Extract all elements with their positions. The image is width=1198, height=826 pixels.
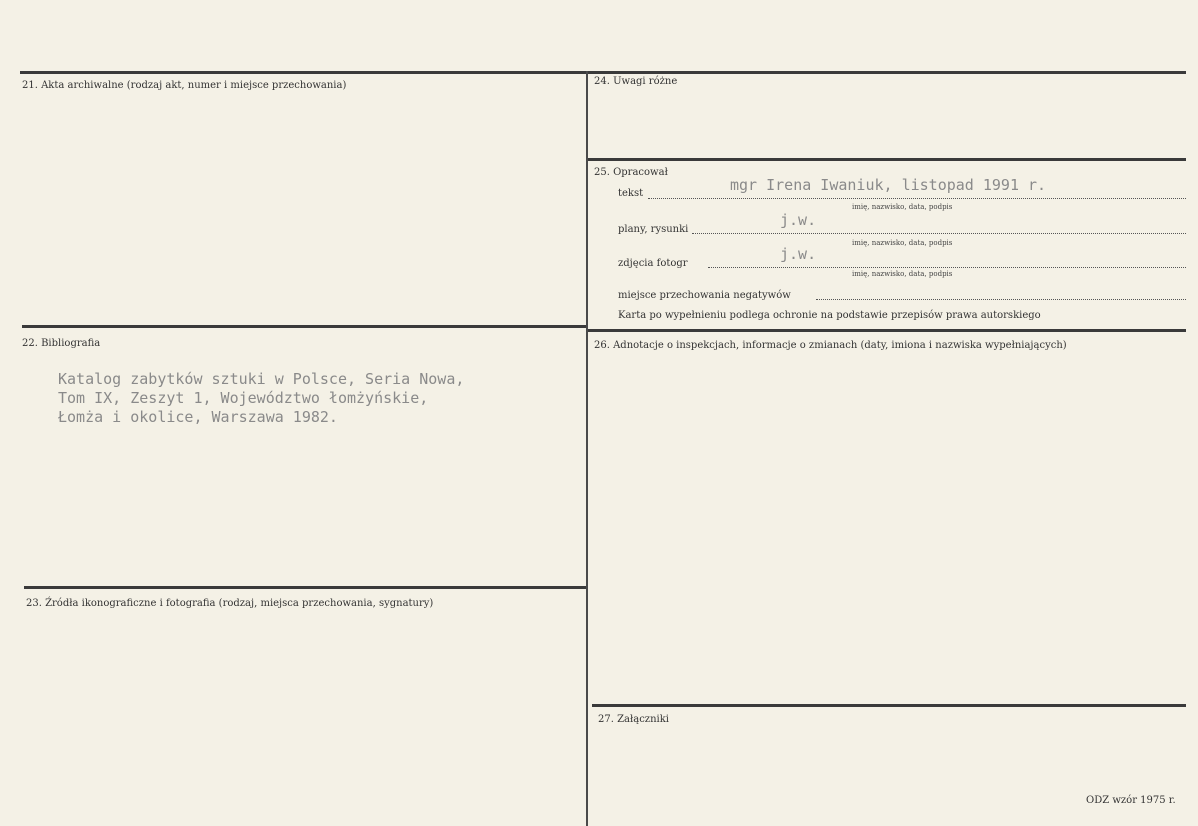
tekst-caption: imię, nazwisko, data, podpis [852, 203, 953, 211]
bibliography-text [58, 370, 464, 427]
zdjecia-field-line [708, 267, 1186, 268]
section-27-label: 27. Załączniki [598, 714, 669, 725]
plany-label: plany, rysunki [618, 224, 689, 235]
tekst-value: mgr Irena Iwaniuk, listopad 1991 r. [730, 176, 1047, 194]
bibliography-line-3: Łomża i okolice, Warszawa 1982. [58, 408, 338, 426]
miejsce-label: miejsce przechowania negatywów [618, 290, 791, 301]
tekst-label: tekst [618, 188, 644, 199]
section-23-label: 23. Źródła ikonograficzne i fotografia (rodzaj, miejsca przechowania, sygnatury) [26, 598, 434, 609]
karta-note: Karta po wypełnieniu podlega ochronie na podstawie przepisów prawa autorskiego [618, 310, 1041, 321]
tekst-field-line [648, 198, 1186, 199]
zdjecia-value: j.w. [780, 245, 817, 263]
zdjecia-label: zdjęcia fotogr [618, 258, 688, 269]
plany-caption: imię, nazwisko, data, podpis [852, 239, 953, 247]
bibliography-line-2: Tom IX, Zeszyt 1, Województwo łomżyńskie, [58, 389, 429, 407]
section-25-label: 25. Opracował [594, 167, 668, 178]
zdjecia-caption: imię, nazwisko, data, podpis [852, 270, 953, 278]
section-21-label: 21. Akta archiwalne (rodzaj akt, numer i miejsce przechowania) [22, 80, 347, 91]
section-26-label: 26. Adnotacje o inspekcjach, informacje o zmianach (daty, imiona i nazwiska wypełniających) [594, 340, 1067, 351]
top-rule [20, 71, 1186, 74]
bibliography-line-1: Katalog zabytków sztuki w Polsce, Seria Nowa, [58, 370, 465, 388]
miejsce-field-line [816, 299, 1186, 300]
form-version-footer: ODZ wzór 1975 r. [1086, 795, 1176, 806]
section-24-label: 24. Uwagi różne [594, 76, 678, 87]
rule-left-21-22 [22, 325, 586, 328]
rule-right-26-27 [592, 704, 1186, 707]
rule-left-22-23 [24, 586, 586, 589]
center-divider [586, 71, 588, 826]
plany-field-line [692, 233, 1186, 234]
rule-right-24-25 [588, 158, 1186, 161]
plany-value: j.w. [780, 211, 817, 229]
rule-right-25-26 [588, 329, 1186, 332]
section-22-label: 22. Bibliografia [22, 338, 101, 349]
